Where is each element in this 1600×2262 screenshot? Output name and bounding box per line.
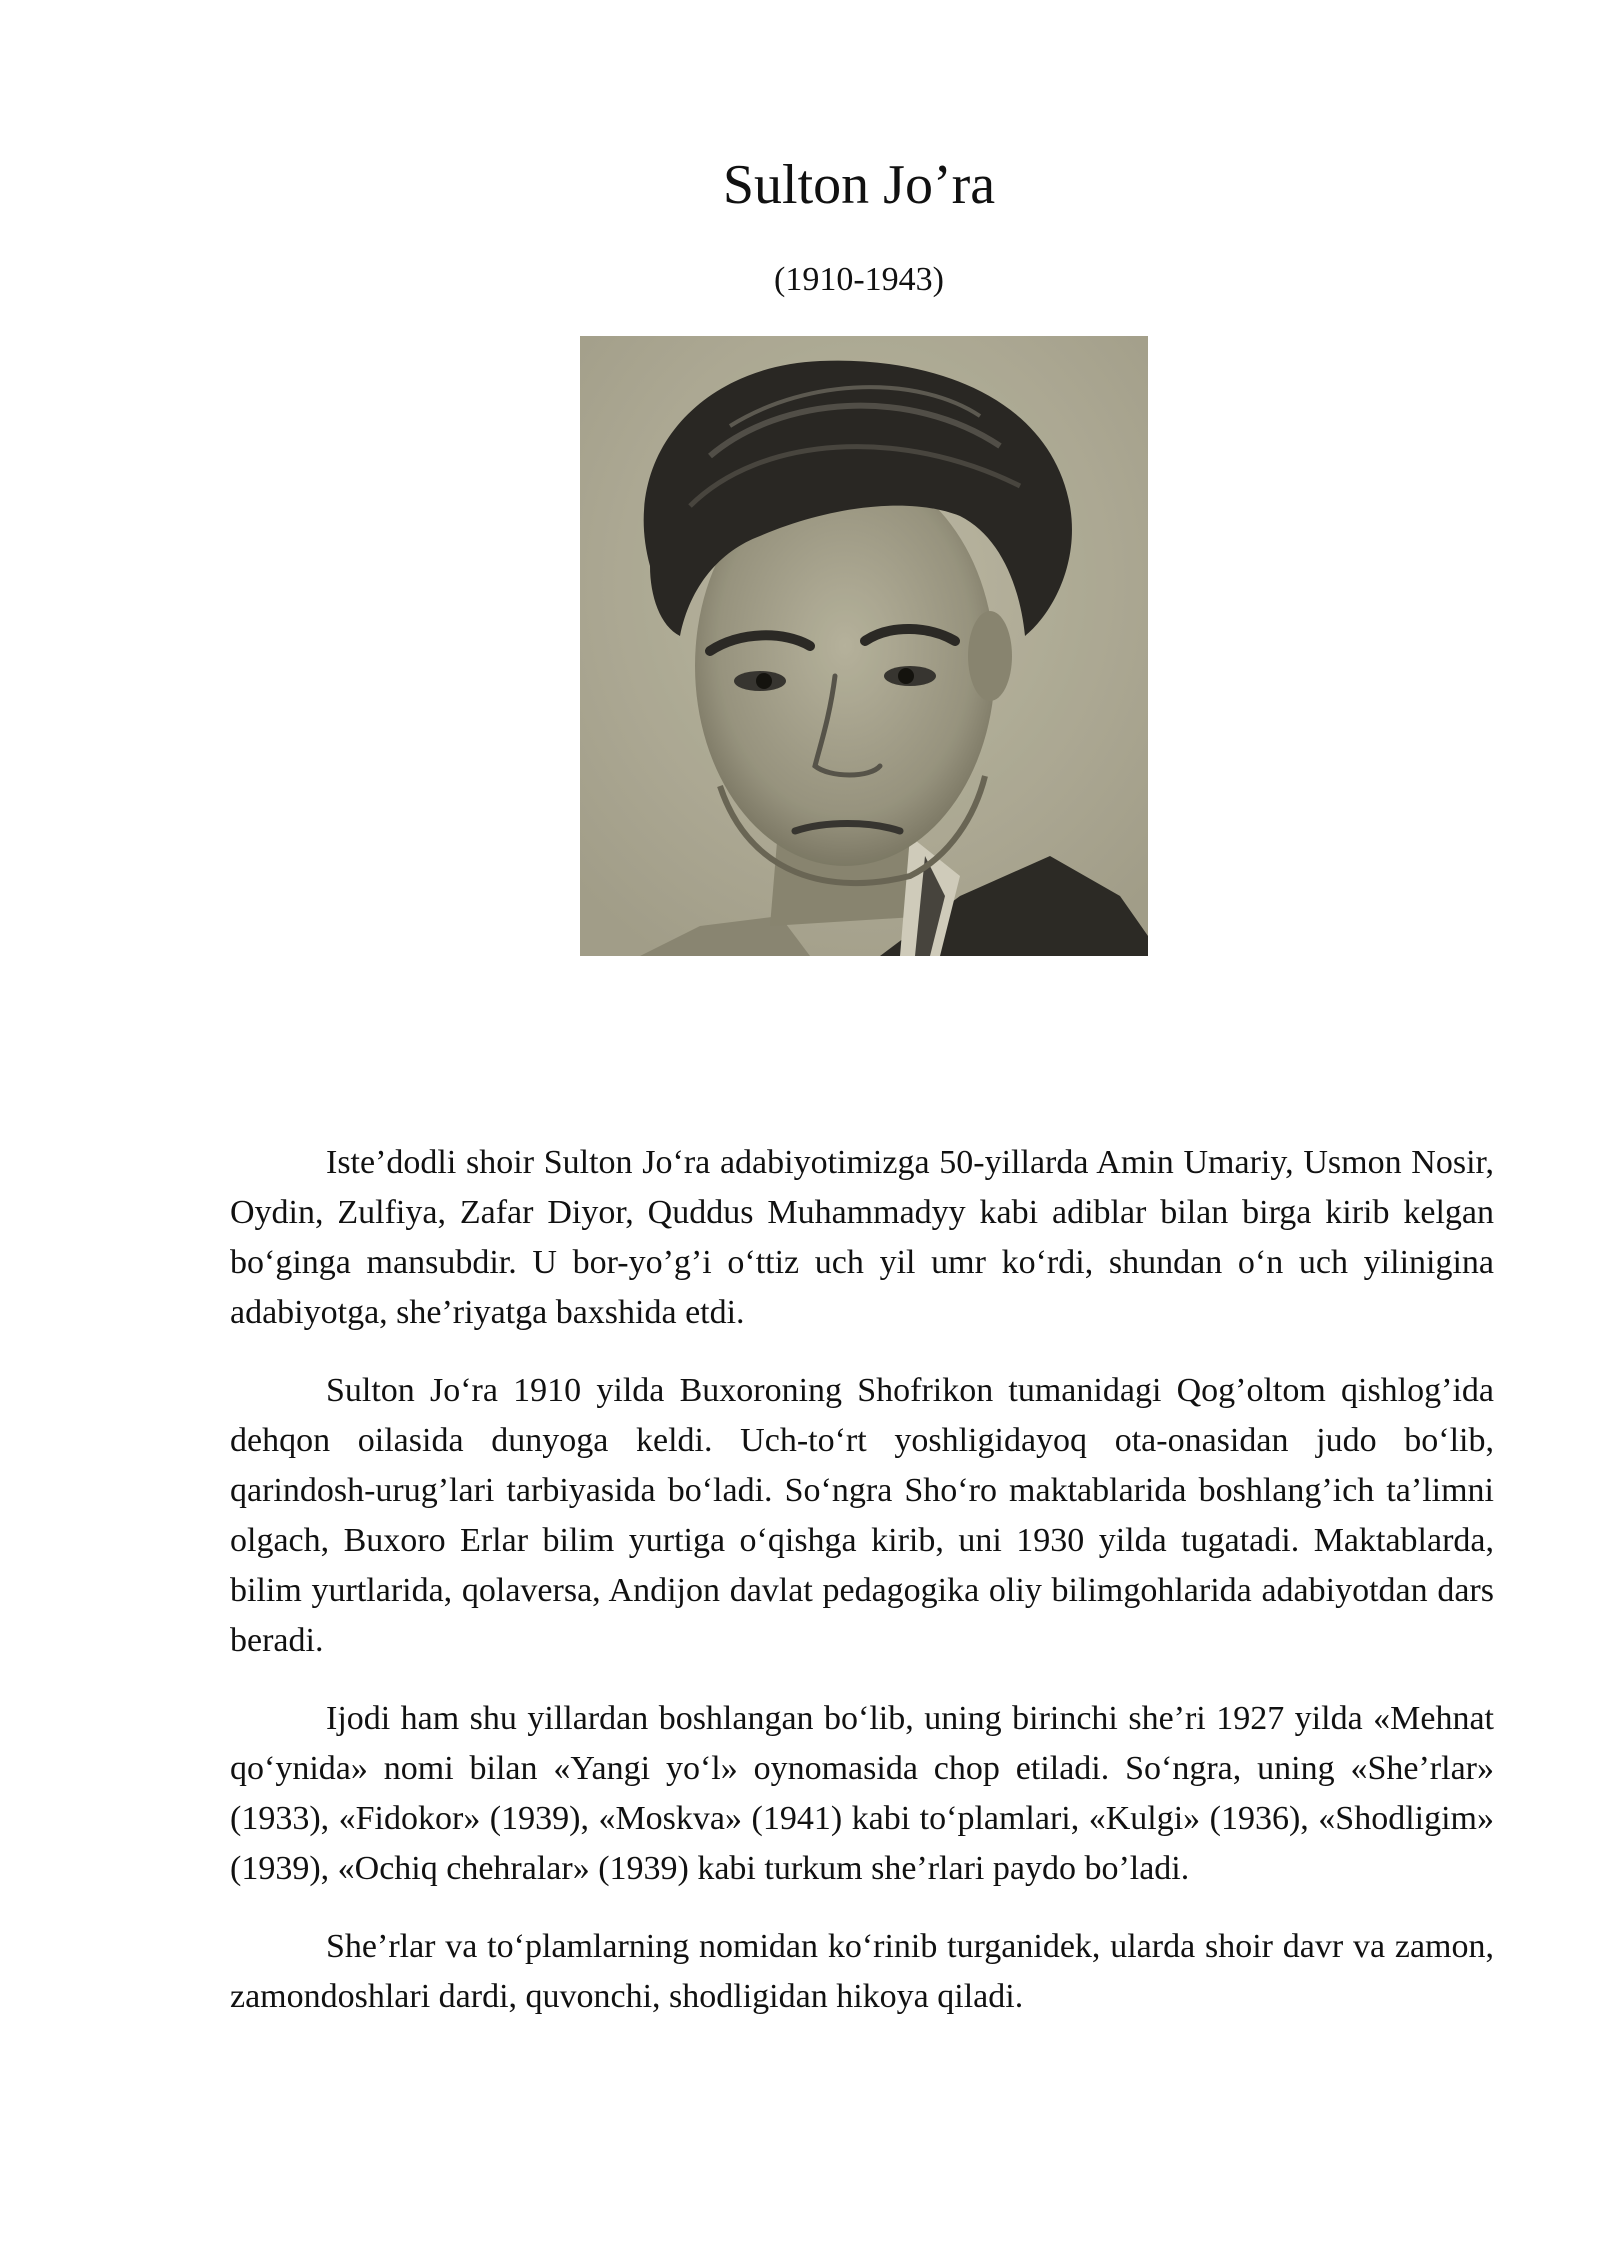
- portrait-photo: [580, 336, 1148, 956]
- paragraph: Ijodi ham shu yillardan boshlangan bo‘lib, uning birinchi she’ri 1927 yilda «Mehnat qo‘ynida» nomi bilan «Yangi yo‘l» oynomasida chop etiladi. So‘ngra, uning «She’rlar» (1933), «Fidokor» (1939), «Moskva» (1941) kabi to‘plamlari, «Kulgi» (1936), «Shodligim» (1939), «Ochiq chehralar» (1939) kabi turkum she’rlari paydo bo’ladi.: [230, 1700, 1494, 1887]
- biography-text: [230, 1138, 1494, 2050]
- paragraph: Sulton Jo‘ra 1910 yilda Buxoroning Shofrikon tumanidagi Qog’oltom qishlog’ida dehqon oilasida dunyoga keldi. Uch-to‘rt yoshligidayoq ota-onasidan judo bo‘lib, qarindosh-urug’lari tarbiyasida bo‘ladi. So‘ngra Sho‘ro maktablarida boshlang’ich ta’limni olgach, Buxoro Erlar bilim yurtiga o‘qishga kirib, uni 1930 yilda tugatadi. Maktablarda, bilim yurtlarida, qolaversa, Andijon davlat pedagogika oliy bilimgohlarida adabiyotdan dars beradi.: [230, 1372, 1494, 1659]
- portrait-image: [580, 336, 1148, 956]
- life-dates: (1910-1943): [774, 261, 944, 298]
- paragraph: Iste’dodli shoir Sulton Jo‘ra adabiyotimizga 50-yillarda Amin Umariy, Usmon Nosir, Oydin, Zulfiya, Zafar Diyor, Quddus Muhammadyy kabi adiblar bilan birga kirib kelgan bo‘ginga mansubdir. U bor-yo’g’i o‘ttiz uch yil umr ko‘rdi, shundan o‘n uch yilinigina adabiyotga, she’riyatga baxshida etdi.: [230, 1144, 1494, 1331]
- page-title: Sulton Jo’ra: [722, 154, 996, 216]
- paragraph: She’rlar va to‘plamlarning nomidan ko‘rinib turganidek, ularda shoir davr va zamon, zamondoshlari dardi, quvonchi, shodligidan hikoya qiladi.: [230, 1928, 1494, 2015]
